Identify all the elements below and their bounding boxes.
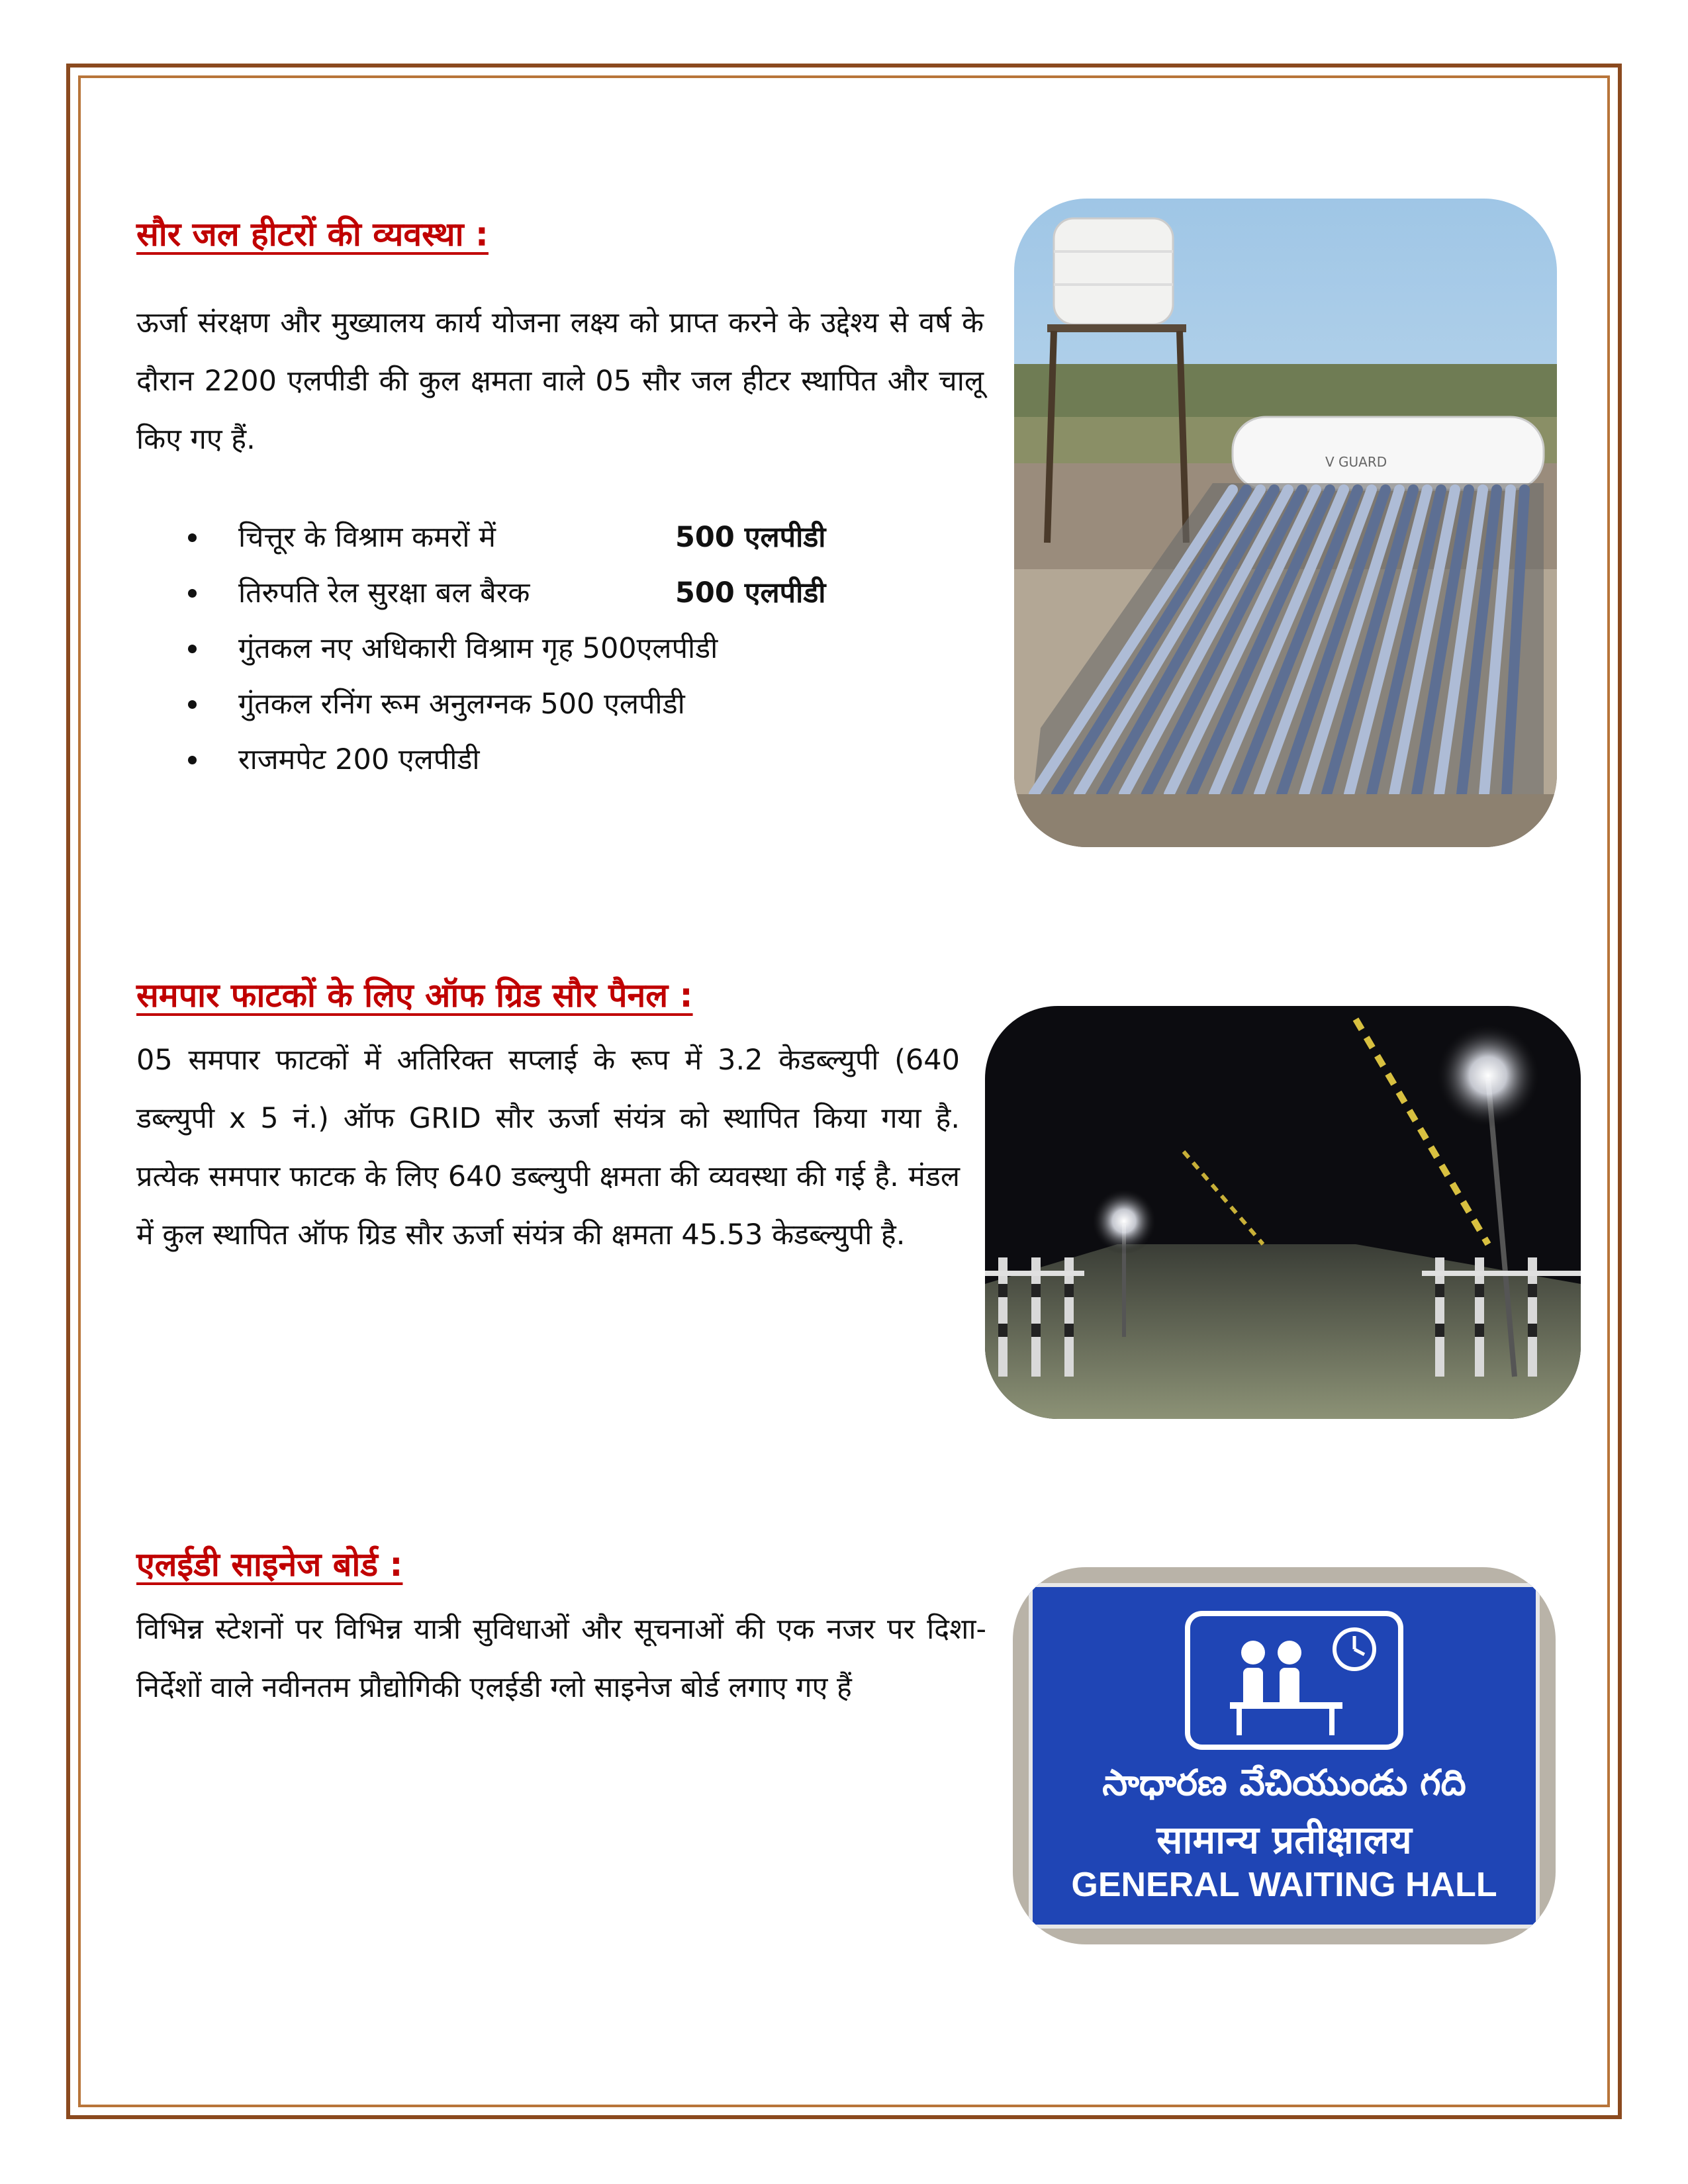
solar-water-heater-photo [1014, 199, 1557, 847]
level-crossing-night-photo [985, 1006, 1581, 1419]
waiting-room-icon [1185, 1611, 1403, 1750]
signage-board [1029, 1583, 1540, 1929]
list-item [179, 676, 718, 732]
brand-logo: V GUARD [1325, 454, 1387, 470]
list-item-qty: 500 एलपीडी [675, 576, 826, 610]
list-item-label: चित्तूर के विश्राम कमरों में [238, 521, 496, 554]
list-item-qty: 500 एलपीडी [675, 521, 826, 554]
list-item [179, 732, 718, 788]
bullet-icon [188, 756, 197, 764]
list-item [179, 510, 826, 565]
section1-paragraph: ऊर्जा संरक्षण और मुख्यालय कार्य योजना लक्ष्य को प्राप्त करने के उद्देश्य से वर्ष के दौरान 2200 एलपीडी की कुल क्षमता वाले 05 सौर जल हीटर स्थापित और चालू किए गए हैं. [136, 306, 984, 456]
bullet-icon [188, 645, 197, 653]
section1-list [179, 510, 826, 788]
list-item [179, 621, 718, 676]
section2-paragraph: 05 समपार फाटकों में अतिरिक्त सप्लाई के रूप में 3.2 केडब्ल्युपी (640 डब्ल्युपी x 5 नं.) ऑफ GRID सौर ऊर्जा संयंत्र को स्थापित किया गया है. प्रत्येक समपार फाटक के लिए 640 डब्ल्युपी क्षमता की व्यवस्था की गई है. मंडल में कुल स्थापित ऑफ ग्रिड सौर ऊर्जा संयंत्र की क्षमता 45.53 केडब्ल्युपी है. [136, 1044, 960, 1251]
sign-hindi-text: सामान्य प्रतीक्षालय [1156, 1817, 1412, 1862]
list-item-label: राजमपेट 200 एलपीडी [238, 743, 480, 776]
bullet-icon [188, 700, 197, 709]
bullet-icon [188, 589, 197, 598]
list-item-label: गुंतकल नए अधिकारी विश्राम गृह 500एलपीडी [238, 632, 718, 665]
sign-telugu-text: సాధారణ వేచియుండు గది [1102, 1762, 1466, 1803]
sign-english-text: GENERAL WAITING HALL [1071, 1866, 1497, 1904]
list-item-label: गुंतकल रनिंग रूम अनुलग्नक 500 एलपीडी [238, 688, 685, 721]
section1-heading: सौर जल हीटरों की व्यवस्था : [136, 215, 489, 253]
bullet-icon [188, 533, 197, 542]
led-signage-photo [1013, 1567, 1556, 1944]
section2-heading: समपार फाटकों के लिए ऑफ ग्रिड सौर पैनल : [136, 976, 693, 1015]
section3-paragraph: विभिन्न स्टेशनों पर विभिन्न यात्री सुविधाओं और सूचनाओं की एक नजर पर दिशा-निर्देशों वाले नवीनतम प्रौद्योगिकी एलईडी ग्लो साइनेज बोर्ड लगाए गए हैं [136, 1613, 986, 1704]
list-item [179, 565, 826, 621]
list-item-label: तिरुपति रेल सुरक्षा बल बैरक [238, 576, 530, 610]
section3-heading: एलईडी साइनेज बोर्ड : [136, 1545, 403, 1584]
